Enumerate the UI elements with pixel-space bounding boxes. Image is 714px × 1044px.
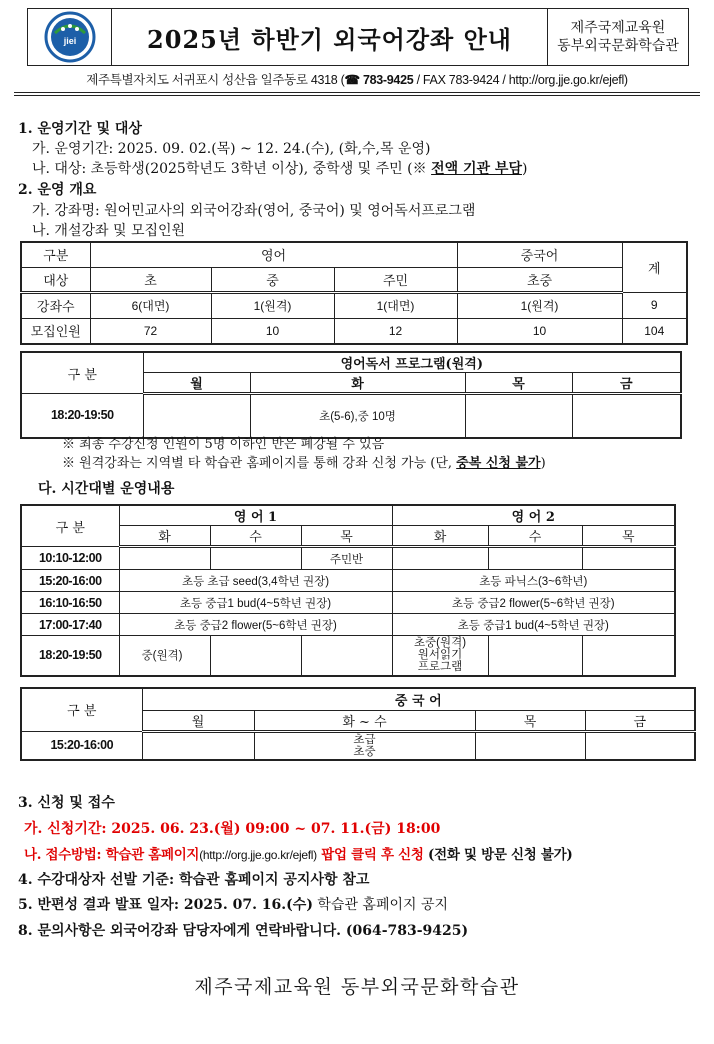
t1-cell: 1(원격) (211, 292, 334, 318)
t1-gubun: 구분 (21, 242, 90, 267)
t3-eng2: 영 어 2 (392, 505, 675, 526)
t1-english: 영어 (90, 242, 457, 267)
application-period: 가. 신청기간: 2025. 06. 23.(월) 09:00 ~ 07. 11.(금) 18:00 (24, 821, 441, 837)
t4-cell (254, 731, 475, 760)
section-da-heading: 다. 시간대별 운영내용 (38, 481, 175, 497)
t3-cell-line: 초중(원격) (413, 637, 467, 650)
course-summary-table (20, 241, 688, 345)
section1-heading: 1. 운영기간 및 대상 (18, 121, 142, 137)
t3-time: 18:20-19:50 (21, 636, 119, 676)
t2-day: 화 (250, 373, 465, 394)
t3-cell-line: 원서읽기 (417, 649, 463, 662)
t3-time: 16:10-16:50 (21, 592, 119, 614)
t3-cell: 초등 중급1 bud(4~5학년 권장) (392, 614, 675, 636)
phone-number: ☎ 783-9425 (344, 73, 414, 87)
address-text: 제주특별자치도 서귀포시 성산읍 일주동로 4318 (86, 73, 338, 87)
target-prefix: 나. 대상: 초등학생(2025학년도 3학년 이상), 중학생 및 주민 (※ (32, 161, 432, 177)
footer-org: 제주국제교육원 동부외국문화학습관 (194, 976, 520, 998)
t1-cell: 1(대면) (334, 292, 457, 318)
t4-day: 화 ~ 수 (254, 710, 475, 731)
address-line: 제주특별자치도 서귀포시 성산읍 일주동로 4318 (☎ 783-9425 / FAX 783-9424 / http://org.jje.go.kr/ejefl) (86, 73, 628, 87)
t1-chinese: 중국어 (457, 242, 622, 267)
t3-cell: 주민반 (301, 547, 392, 570)
t3-cell (210, 636, 301, 676)
t3-day: 화 (392, 526, 488, 547)
t4-cell (475, 731, 585, 760)
t3-day: 목 (301, 526, 392, 547)
t2-cell (465, 394, 572, 438)
t2-day: 금 (572, 373, 681, 394)
t2-gubun: 구 분 (21, 352, 143, 394)
t1-target: 주민 (334, 267, 457, 292)
note-remote (62, 452, 546, 471)
t2-cell: 초(5-6),중 10명 (250, 394, 465, 438)
method-url: (http://org.jje.go.kr/ejefl) (199, 848, 317, 862)
t1-courses-label: 강좌수 (21, 292, 90, 318)
note-close: ) (540, 456, 546, 471)
t1-cell: 104 (622, 318, 687, 344)
t2-cell (572, 394, 681, 438)
t3-time: 10:10-12:00 (21, 547, 119, 570)
t1-target: 초 (90, 267, 211, 292)
target-suffix: ) (521, 161, 528, 177)
t3-cell: 초등 파닉스(3~6학년) (392, 570, 675, 592)
course-count-title: 나. 개설강좌 및 모집인원 (32, 223, 186, 239)
note-min-enrollment: ※ 최종 수강신청 인원이 5명 이하인 반은 폐강될 수 있음 (62, 437, 385, 452)
t3-day: 화 (119, 526, 210, 547)
section2-heading: 2. 운영 개요 (18, 182, 97, 198)
operation-target (32, 158, 527, 178)
t1-cell: 12 (334, 318, 457, 344)
section4: 4. 수강대상자 선발 기준: 학습관 홈페이지 공지사항 참고 (18, 872, 370, 888)
method-a: 나. 접수방법: 학습관 홈페이지 (24, 847, 200, 863)
section5 (18, 894, 448, 914)
t4-gubun: 구 분 (21, 688, 142, 731)
t3-time: 15:20-16:00 (21, 570, 119, 592)
t4-day: 월 (142, 710, 254, 731)
operation-period: 가. 운영기간: 2025. 09. 02.(목) ~ 12. 24.(수), (화,수,목 운영) (32, 141, 431, 157)
t3-cell: 중(원격) (119, 636, 210, 676)
logo (28, 9, 112, 65)
t3-cell (582, 547, 675, 570)
t3-cell (301, 636, 392, 676)
section5-note: 학습관 홈페이지 공지 (312, 897, 449, 913)
t3-cell (119, 547, 210, 570)
t1-target: 중 (211, 267, 334, 292)
t4-cell (585, 731, 695, 760)
t2-cell (143, 394, 250, 438)
t1-recruit-label: 모집인원 (21, 318, 90, 344)
t3-time: 17:00-17:40 (21, 614, 119, 636)
t2-time: 18:20-19:50 (21, 394, 143, 438)
t1-cell: 9 (622, 292, 687, 318)
t2-program: 영어독서 프로그램(원격) (143, 352, 681, 373)
t4-day: 금 (585, 710, 695, 731)
fax-url: / FAX 783-9424 / http://org.jje.go.kr/ejefl) (413, 73, 628, 87)
t1-cell: 1(원격) (457, 292, 622, 318)
section8: 8. 문의사항은 외국어강좌 담당자에게 연락바랍니다. (064-783-9425) (18, 923, 469, 939)
org-line-1: 제주국제교육원 (570, 20, 666, 36)
note-no-duplicate: 중복 신청 불가 (456, 456, 541, 471)
t1-cell: 10 (457, 318, 622, 344)
application-method (24, 843, 572, 863)
t3-cell: 초등 중급2 flower(5~6학년 권장) (392, 592, 675, 614)
reading-program-table (20, 351, 682, 439)
t3-cell-line: 프로그램 (417, 661, 463, 674)
t3-cell (582, 636, 675, 676)
t3-cell (488, 636, 582, 676)
t2-day: 월 (143, 373, 250, 394)
logo-text: jiei (63, 36, 76, 46)
org-name (548, 9, 688, 65)
t3-cell: 초등 초급 seed(3,4학년 권장) (119, 570, 392, 592)
document-header (27, 8, 689, 66)
t3-day: 수 (210, 526, 301, 547)
divider-top-1 (14, 92, 700, 93)
t4-cell-line: 초급 (353, 733, 376, 746)
t3-cell: 초등 중급1 bud(4~5학년 권장) (119, 592, 392, 614)
t3-cell (392, 547, 488, 570)
t1-cell: 72 (90, 318, 211, 344)
t4-cell-line: 초중 (353, 745, 376, 758)
t3-cell: 초등 중급2 flower(5~6학년 권장) (119, 614, 392, 636)
note-remote-text: ※ 원격강좌는 지역별 타 학습관 홈페이지를 통해 강좌 신청 가능 (단, (62, 456, 457, 471)
t4-day: 목 (475, 710, 585, 731)
org-line-2: 동부외국문화학습관 (557, 38, 679, 54)
method-c: (전화 및 방문 신청 불가) (423, 847, 573, 863)
schedule-table-english (20, 504, 676, 677)
t1-target-label: 대상 (21, 267, 90, 292)
section5-date: 5. 반편성 결과 발표 일자: 2025. 07. 16.(수) (18, 897, 313, 913)
method-b: 팝업 클릭 후 신청 (316, 847, 424, 863)
t3-gubun: 구 분 (21, 505, 119, 547)
schedule-table-chinese (20, 687, 696, 761)
t3-day: 수 (488, 526, 582, 547)
t4-chinese: 중 국 어 (142, 688, 695, 710)
target-funding: 전액 기관 부담 (431, 161, 522, 177)
t3-eng1: 영 어 1 (119, 505, 392, 526)
page-title: 2025년 하반기 외국어강좌 안내 (112, 9, 548, 65)
t4-time: 15:20-16:00 (21, 731, 142, 760)
divider-top-2 (14, 95, 700, 96)
t4-cell (142, 731, 254, 760)
section3-heading: 3. 신청 및 접수 (18, 795, 115, 811)
jiei-logo-icon (41, 11, 99, 63)
t2-day: 목 (465, 373, 572, 394)
t1-cell: 10 (211, 318, 334, 344)
t1-cell: 6(대면) (90, 292, 211, 318)
t3-day: 목 (582, 526, 675, 547)
t1-total: 계 (622, 242, 687, 292)
t3-cell (210, 547, 301, 570)
t1-target: 초중 (457, 267, 622, 292)
course-name: 가. 강좌명: 원어민교사의 외국어강좌(영어, 중국어) 및 영어독서프로그램 (32, 203, 476, 219)
t3-cell (392, 636, 488, 676)
t3-cell (488, 547, 582, 570)
